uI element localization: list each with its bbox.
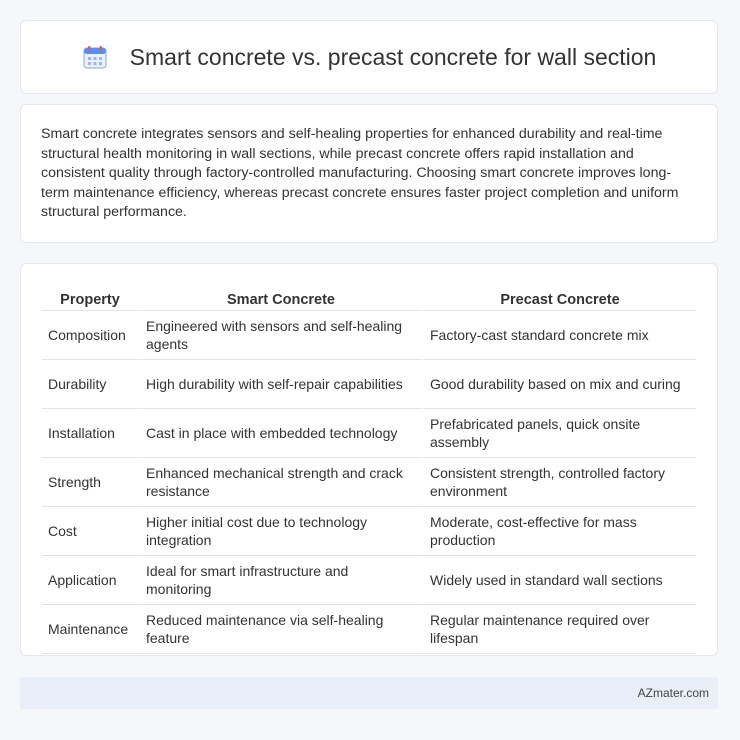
row-smart-value: Cast in place with embedded technology [138, 409, 422, 458]
row-precast-value: Good durability based on mix and curing [422, 360, 696, 409]
page-title: Smart concrete vs. precast concrete for wall section [129, 43, 657, 70]
comparison-table-card [20, 263, 718, 656]
table-row [42, 556, 696, 605]
row-property: Durability [42, 360, 138, 409]
row-precast-value: Consistent strength, controlled factory environment [422, 458, 696, 507]
row-property: Installation [42, 409, 138, 458]
row-property: Composition [42, 311, 138, 360]
table-row [42, 311, 696, 360]
row-property: Strength [42, 458, 138, 507]
row-smart-value: Ideal for smart infrastructure and monitoring [138, 556, 422, 605]
header-property: Property [42, 284, 138, 311]
row-smart-value: High durability with self-repair capabilities [138, 360, 422, 409]
table-row [42, 458, 696, 507]
row-smart-value: Enhanced mechanical strength and crack resistance [138, 458, 422, 507]
row-precast-value: Moderate, cost-effective for mass production [422, 507, 696, 556]
summary-card [20, 104, 718, 243]
row-property: Maintenance [42, 605, 138, 654]
table-row [42, 360, 696, 409]
table-row [42, 605, 696, 654]
row-precast-value: Factory-cast standard concrete mix [422, 311, 696, 360]
row-smart-value: Reduced maintenance via self-healing feature [138, 605, 422, 654]
row-smart-value: Higher initial cost due to technology integration [138, 507, 422, 556]
row-property: Cost [42, 507, 138, 556]
table-header-row [42, 284, 696, 311]
row-precast-value: Prefabricated panels, quick onsite assembly [422, 409, 696, 458]
table-row [42, 409, 696, 458]
row-property: Application [42, 556, 138, 605]
title-card [20, 20, 718, 94]
footer-bar [20, 677, 718, 709]
row-precast-value: Widely used in standard wall sections [422, 556, 696, 605]
table-row [42, 507, 696, 556]
footer-brand: AZmater.com [637, 686, 709, 700]
header-smart-concrete: Smart Concrete [138, 284, 422, 311]
row-smart-value: Engineered with sensors and self-healing agents [138, 311, 422, 360]
summary-text: Smart concrete integrates sensors and self-healing properties for enhanced durability and real-time structural health monitoring in wall sections, while precast concrete offers rapid installation and consistent quality through factory-controlled manufacturing. Choosing smart concrete improves long-term maintenance efficiency, whereas precast concrete ensures faster project completion and uniform structural performance. [41, 126, 679, 221]
row-precast-value: Regular maintenance required over lifespan [422, 605, 696, 654]
comparison-table [42, 284, 696, 654]
calendar-icon [82, 44, 108, 70]
header-precast-concrete: Precast Concrete [422, 284, 696, 311]
